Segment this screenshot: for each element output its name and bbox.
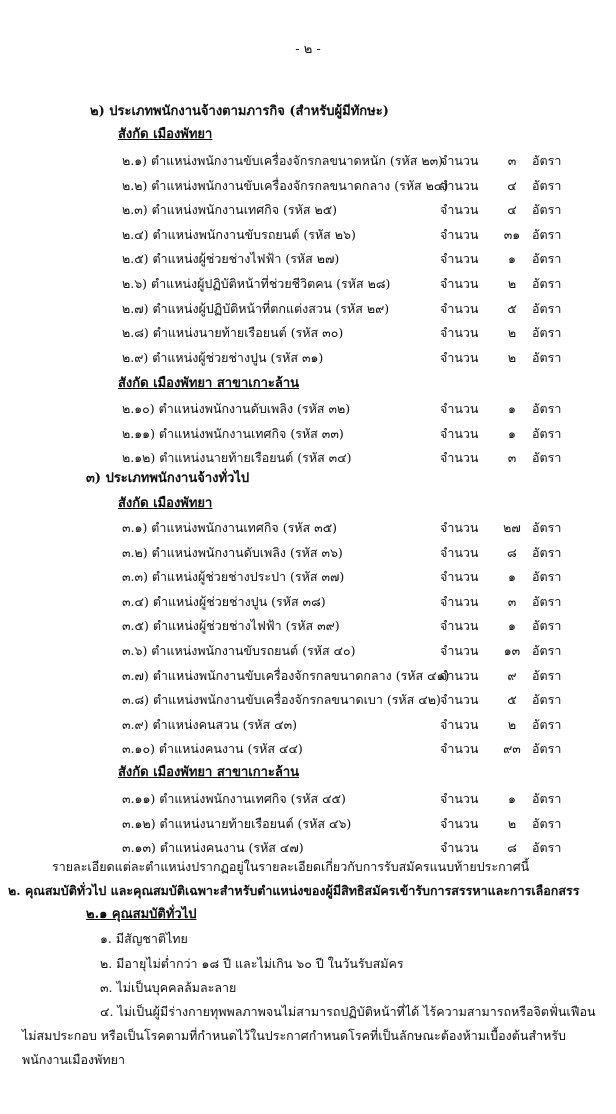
position-label: ๓.๑) ตำแหน่งพนักงานเทศกิจ (รหัส ๓๕): [122, 520, 338, 535]
part-title: ๒. คุณสมบัติทั่วไป และคุณสมบัติเฉพาะสำหรับตำแหน่งของผู้มีสิทธิสมัครเข้ารับการสรรหาและการเลือกสรร: [8, 883, 580, 898]
amount-word: จำนวน: [440, 425, 479, 441]
position-count: ๒: [507, 815, 517, 831]
position-count: ๒๗: [503, 520, 521, 535]
group-heading: สังกัด เมืองพัทยา สาขาเกาะล้าน: [118, 765, 300, 780]
qualification-item: ๑. มีสัญชาติไทย: [100, 931, 188, 946]
amount-word: จำนวน: [440, 349, 479, 365]
amount-word: จำนวน: [440, 741, 479, 757]
position-label: ๓.๑๒) ตำแหน่งนายท้ายเรือยนต์ (รหัส ๔๖): [122, 815, 352, 831]
position-label: ๒.๖) ตำแหน่งผู้ปฏิบัติหน้าที่ช่วยชีวิตคน (รหัส ๒๘): [122, 276, 391, 291]
position-count: ๔: [507, 177, 517, 193]
section-title: ๒) ประเภทพนักงานจ้างตามภารกิจ (สำหรับผู้มีทักษะ): [90, 104, 389, 119]
position-count: ๒: [507, 276, 517, 291]
position-label: ๓.๓) ตำแหน่งผู้ช่วยช่างประปา (รหัส ๓๗): [122, 569, 345, 585]
amount-word: จำนวน: [440, 569, 479, 585]
position-count: ๘: [507, 840, 517, 856]
position-label: ๓.๘) ตำแหน่งพนักงานขับเครื่องจักรกลขนาดเบา (รหัส ๔๒): [122, 692, 441, 708]
position-count: ๑: [508, 791, 516, 806]
amount-word: จำนวน: [440, 667, 479, 683]
position-count: ๕: [507, 692, 517, 708]
unit-label: อัตรา: [532, 425, 562, 441]
unit-label: อัตรา: [532, 202, 562, 218]
position-count: ๙: [507, 667, 517, 683]
unit-label: อัตรา: [532, 276, 562, 291]
position-count: ๓๑: [503, 226, 521, 242]
unit-label: อัตรา: [532, 741, 562, 757]
position-label: ๓.๔) ตำแหน่งผู้ช่วยช่างปูน (รหัส ๓๘): [122, 593, 326, 609]
page-number: - ๒ -: [295, 42, 321, 57]
unit-label: อัตรา: [532, 349, 562, 365]
unit-label: อัตรา: [532, 716, 562, 732]
unit-label: อัตรา: [532, 815, 562, 831]
amount-word: จำนวน: [440, 840, 479, 856]
qualification-item: ๔. ไม่เป็นผู้มีร่างกายทุพพลภาพจนไม่สามารถปฏิบัติหน้าที่ได้ ไร้ความสามารถหรือจิตฟั่นเฟือนไม่สมประกอบ หรือเป็นโรคตามที่กำหนดไว้ในประกาศกำหนดโรคที่เป็นลักษณะต้องห้ามเบื้องต้นสำหรับพนักงานเมืองพัทยา: [22, 1004, 596, 1067]
position-count: ๑: [508, 569, 516, 585]
unit-label: อัตรา: [532, 177, 562, 193]
unit-label: อัตรา: [532, 569, 562, 585]
position-label: ๓.๑๐) ตำแหน่งคนงาน (รหัส ๔๔): [122, 741, 303, 757]
amount-word: จำนวน: [440, 325, 479, 341]
qualification-item: ๒. มีอายุไม่ต่ำกว่า ๑๘ ปี และไม่เกิน ๖๐ ปี ในวันรับสมัคร: [100, 955, 404, 971]
amount-word: จำนวน: [440, 716, 479, 732]
position-count: ๓: [507, 153, 517, 168]
unit-label: อัตรา: [532, 325, 562, 341]
amount-word: จำนวน: [440, 618, 479, 634]
amount-word: จำนวน: [440, 815, 479, 831]
group-heading: สังกัด เมืองพัทยา: [118, 496, 213, 511]
position-count: ๑: [508, 618, 516, 634]
amount-word: จำนวน: [440, 276, 479, 291]
amount-word: จำนวน: [440, 401, 479, 416]
position-count: ๒: [507, 349, 517, 365]
amount-word: จำนวน: [440, 593, 479, 609]
qualification-item: ๓. ไม่เป็นบุคคลล้มละลาย: [100, 980, 237, 995]
position-count: ๓: [507, 593, 517, 609]
position-label: ๒.๑) ตำแหน่งพนักงานขับเครื่องจักรกลขนาดหนัก (รหัส ๒๓): [122, 153, 444, 168]
unit-label: อัตรา: [532, 520, 562, 535]
position-label: ๒.๑๒) ตำแหน่งนายท้ายเรือยนต์ (รหัส ๓๔): [122, 450, 352, 466]
unit-label: อัตรา: [532, 300, 562, 316]
amount-word: จำนวน: [440, 177, 479, 193]
position-count: ๓: [507, 450, 517, 466]
note-text: รายละเอียดแต่ละตำแหน่งปรากฏอยู่ในรายละเอียดเกี่ยวกับการรับสมัครแนบท้ายประกาศนี้: [52, 859, 530, 874]
position-count: ๑๓: [503, 643, 521, 658]
unit-label: อัตรา: [532, 618, 562, 634]
position-label: ๒.๑๑) ตำแหน่งพนักงานเทศกิจ (รหัส ๓๓): [122, 425, 344, 441]
position-label: ๓.๙) ตำแหน่งคนสวน (รหัส ๔๓): [122, 716, 297, 732]
position-label: ๓.๗) ตำแหน่งพนักงานขับเครื่องจักรกลขนาดกลาง (รหัส ๔๑): [122, 667, 450, 683]
position-count: ๙๓: [503, 741, 521, 757]
amount-word: จำนวน: [440, 226, 479, 242]
unit-label: อัตรา: [532, 692, 562, 708]
amount-word: จำนวน: [440, 450, 479, 466]
amount-word: จำนวน: [440, 520, 479, 535]
amount-word: จำนวน: [440, 791, 479, 806]
position-label: ๓.๑๓) ตำแหน่งคนงาน (รหัส ๔๗): [122, 840, 304, 856]
unit-label: อัตรา: [532, 791, 562, 806]
amount-word: จำนวน: [440, 202, 479, 218]
position-label: ๒.๙) ตำแหน่งผู้ช่วยช่างปูน (รหัส ๓๑): [122, 349, 324, 365]
unit-label: อัตรา: [532, 153, 562, 168]
unit-label: อัตรา: [532, 593, 562, 609]
position-label: ๒.๗) ตำแหน่งผู้ปฏิบัติหน้าที่ตกแต่งสวน (รหัส ๒๙): [122, 300, 390, 316]
amount-word: จำนวน: [440, 300, 479, 316]
position-count: ๒: [507, 716, 517, 732]
position-label: ๓.๒) ตำแหน่งพนักงานดับเพลิง (รหัส ๓๖): [122, 544, 343, 560]
position-count: ๔: [507, 202, 517, 218]
position-label: ๒.๑๐) ตำแหน่งพนักงานดับเพลิง (รหัส ๓๒): [122, 401, 351, 416]
unit-label: อัตรา: [532, 401, 562, 416]
position-label: ๒.๕) ตำแหน่งผู้ช่วยช่างไฟฟ้า (รหัส ๒๗): [122, 251, 340, 267]
unit-label: อัตรา: [532, 251, 562, 267]
group-heading: สังกัด เมืองพัทยา สาขาเกาะล้าน: [118, 376, 300, 391]
unit-label: อัตรา: [532, 840, 562, 856]
amount-word: จำนวน: [440, 643, 479, 658]
position-label: ๒.๔) ตำแหน่งพนักงานขับรถยนต์ (รหัส ๒๖): [122, 226, 356, 242]
amount-word: จำนวน: [440, 544, 479, 560]
position-count: ๒: [507, 325, 517, 341]
position-count: ๕: [507, 300, 517, 316]
position-label: ๓.๖) ตำแหน่งพนักงานขับรถยนต์ (รหัส ๔๐): [122, 643, 356, 658]
position-label: ๒.๘) ตำแหน่งนายท้ายเรือยนต์ (รหัส ๓๐): [122, 325, 344, 341]
position-count: ๑: [508, 425, 516, 441]
unit-label: อัตรา: [532, 544, 562, 560]
position-label: ๓.๑๑) ตำแหน่งพนักงานเทศกิจ (รหัส ๔๕): [122, 791, 346, 806]
position-count: ๑: [508, 251, 516, 267]
amount-word: จำนวน: [440, 251, 479, 267]
section-title: ๓) ประเภทพนักงานจ้างทั่วไป: [86, 471, 250, 486]
unit-label: อัตรา: [532, 450, 562, 466]
position-count: ๘: [507, 544, 517, 560]
amount-word: จำนวน: [440, 692, 479, 708]
position-label: ๓.๕) ตำแหน่งผู้ช่วยช่างไฟฟ้า (รหัส ๓๙): [122, 618, 340, 634]
amount-word: จำนวน: [440, 153, 479, 168]
unit-label: อัตรา: [532, 643, 562, 658]
position-count: ๑: [508, 401, 516, 416]
unit-label: อัตรา: [532, 667, 562, 683]
sub-heading: ๒.๑ คุณสมบัติทั่วไป: [86, 907, 197, 922]
group-heading: สังกัด เมืองพัทยา: [118, 127, 213, 142]
position-label: ๒.๓) ตำแหน่งพนักงานเทศกิจ (รหัส ๒๕): [122, 202, 338, 218]
unit-label: อัตรา: [532, 226, 562, 242]
position-label: ๒.๒) ตำแหน่งพนักงานขับเครื่องจักรกลขนาดกลาง (รหัส ๒๔): [122, 177, 449, 193]
